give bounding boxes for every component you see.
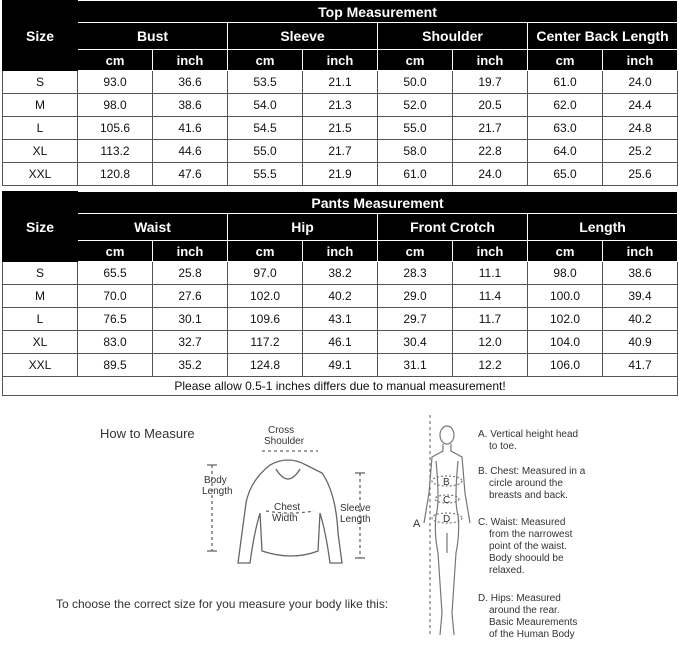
value-cell: 21.9 [303,163,378,186]
marker-a: A [413,518,421,530]
value-cell: 43.1 [303,308,378,331]
sleeve-length-label: Length [340,514,371,525]
top-table-body [3,71,678,186]
size-cell: XXL [3,163,78,186]
value-cell: 47.6 [153,163,228,186]
value-cell: 76.5 [78,308,153,331]
legend-b-line: circle around the [489,478,563,489]
value-cell: 21.3 [303,94,378,117]
legend-b-line: breasts and back. [489,490,568,501]
value-cell: 49.1 [303,354,378,377]
value-cell: 44.6 [153,140,228,163]
unit-header: inch [603,241,678,262]
body-length-label: Length [202,486,233,497]
value-cell: 24.0 [453,163,528,186]
value-cell: 29.0 [378,285,453,308]
value-cell: 117.2 [228,331,303,354]
value-cell: 124.8 [228,354,303,377]
cross-shoulder-label: Cross [268,425,295,436]
value-cell: 65.0 [528,163,603,186]
unit-header: inch [153,241,228,262]
legend-a-line: to toe. [489,441,517,452]
value-cell: 39.4 [603,285,678,308]
size-cell: XXL [3,354,78,377]
unit-header: inch [603,50,678,71]
pants-measurement-table [2,191,678,396]
value-cell: 19.7 [453,71,528,94]
value-cell: 20.5 [453,94,528,117]
size-cell: M [3,94,78,117]
value-cell: 25.6 [603,163,678,186]
value-cell: 41.7 [603,354,678,377]
measurement-note: Please allow 0.5-1 inches differs due to manual measurement! [3,377,678,396]
value-cell: 109.6 [228,308,303,331]
table-row [3,94,678,117]
legend-c-line: Body shoould be [489,553,564,564]
group-header-front-crotch: Front Crotch [378,214,528,241]
unit-header: cm [378,241,453,262]
unit-header: cm [228,241,303,262]
pants-table-title: Pants Measurement [78,192,678,214]
unit-header: cm [528,241,603,262]
value-cell: 38.2 [303,262,378,285]
value-cell: 40.2 [603,308,678,331]
group-header-bust: Bust [78,23,228,50]
value-cell: 28.3 [378,262,453,285]
value-cell: 55.5 [228,163,303,186]
value-cell: 11.4 [453,285,528,308]
size-cell: M [3,285,78,308]
value-cell: 98.0 [78,94,153,117]
group-header-center-back-length: Center Back Length [528,23,678,50]
table-row [3,331,678,354]
value-cell: 100.0 [528,285,603,308]
legend-d-line: D. Hips: Measured [478,593,561,604]
value-cell: 24.4 [603,94,678,117]
value-cell: 11.7 [453,308,528,331]
value-cell: 93.0 [78,71,153,94]
legend-a-line: A. Vertical height head [478,429,579,440]
legend-c-line: relaxed. [489,565,525,576]
value-cell: 24.8 [603,117,678,140]
value-cell: 113.2 [78,140,153,163]
value-cell: 61.0 [378,163,453,186]
top-measurement-table [2,0,678,186]
pants-table-body [3,262,678,377]
how-to-measure-heading: How to Measure [100,426,195,441]
value-cell: 46.1 [303,331,378,354]
table-row [3,117,678,140]
value-cell: 63.0 [528,117,603,140]
table-row [3,285,678,308]
instruction-text: To choose the correct size for you measure your body like this: [56,597,389,611]
value-cell: 83.0 [78,331,153,354]
chest-width-label: Chest [274,502,301,513]
marker-d: D [443,514,451,525]
group-header-waist: Waist [78,214,228,241]
value-cell: 38.6 [603,262,678,285]
marker-c: C [443,495,451,506]
value-cell: 104.0 [528,331,603,354]
value-cell: 12.0 [453,331,528,354]
value-cell: 54.0 [228,94,303,117]
value-cell: 21.1 [303,71,378,94]
value-cell: 61.0 [528,71,603,94]
value-cell: 65.5 [78,262,153,285]
value-cell: 21.5 [303,117,378,140]
legend-d-line: around the rear. [489,605,560,616]
value-cell: 64.0 [528,140,603,163]
size-cell: L [3,308,78,331]
value-cell: 30.1 [153,308,228,331]
value-cell: 22.8 [453,140,528,163]
value-cell: 105.6 [78,117,153,140]
unit-header: cm [78,241,153,262]
value-cell: 62.0 [528,94,603,117]
legend-b-line: B. Chest: Measured in a [478,466,586,477]
table-row [3,163,678,186]
value-cell: 89.5 [78,354,153,377]
table-row [3,308,678,331]
value-cell: 21.7 [303,140,378,163]
cross-shoulder-label: Shoulder [264,436,305,447]
value-cell: 21.7 [453,117,528,140]
value-cell: 27.6 [153,285,228,308]
value-cell: 38.6 [153,94,228,117]
value-cell: 36.6 [153,71,228,94]
body-figure [424,415,470,635]
value-cell: 25.2 [603,140,678,163]
top-size-header: Size [3,1,78,71]
value-cell: 25.8 [153,262,228,285]
value-cell: 55.0 [378,117,453,140]
table-row [3,140,678,163]
pants-size-header: Size [3,192,78,262]
value-cell: 11.1 [453,262,528,285]
value-cell: 120.8 [78,163,153,186]
legend-c-line: from the narrowest [489,529,573,540]
size-cell: S [3,71,78,94]
value-cell: 35.2 [153,354,228,377]
sleeve-length-label: Sleeve [340,503,371,514]
unit-header: inch [303,50,378,71]
value-cell: 40.2 [303,285,378,308]
value-cell: 70.0 [78,285,153,308]
top-table-title: Top Measurement [78,1,678,23]
size-cell: L [3,117,78,140]
value-cell: 54.5 [228,117,303,140]
unit-header: inch [303,241,378,262]
size-cell: XL [3,331,78,354]
unit-header: cm [78,50,153,71]
group-header-sleeve: Sleeve [228,23,378,50]
table-row [3,71,678,94]
unit-header: inch [153,50,228,71]
value-cell: 32.7 [153,331,228,354]
group-header-shoulder: Shoulder [378,23,528,50]
size-cell: XL [3,140,78,163]
value-cell: 12.2 [453,354,528,377]
value-cell: 29.7 [378,308,453,331]
value-cell: 53.5 [228,71,303,94]
value-cell: 50.0 [378,71,453,94]
measurement-legend [478,429,586,640]
value-cell: 97.0 [228,262,303,285]
table-row [3,262,678,285]
legend-c-line: point of the waist. [489,541,567,552]
value-cell: 31.1 [378,354,453,377]
group-header-length: Length [528,214,678,241]
unit-header: inch [453,50,528,71]
value-cell: 24.0 [603,71,678,94]
group-header-hip: Hip [228,214,378,241]
value-cell: 55.0 [228,140,303,163]
unit-header: cm [228,50,303,71]
how-to-measure-illustration [0,403,679,648]
value-cell: 106.0 [528,354,603,377]
unit-header: cm [378,50,453,71]
size-cell: S [3,262,78,285]
unit-header: inch [453,241,528,262]
table-row [3,354,678,377]
unit-header: cm [528,50,603,71]
value-cell: 30.4 [378,331,453,354]
value-cell: 40.9 [603,331,678,354]
legend-c-line: C. Waist: Measured [478,517,566,528]
chest-width-label: Width [272,513,298,524]
legend-d-line: of the Human Body [489,629,575,640]
marker-b: B [443,477,450,488]
legend-d-line: Basic Meaurements [489,617,578,628]
value-cell: 102.0 [228,285,303,308]
body-length-label: Body [204,475,227,486]
value-cell: 58.0 [378,140,453,163]
value-cell: 52.0 [378,94,453,117]
value-cell: 98.0 [528,262,603,285]
value-cell: 102.0 [528,308,603,331]
value-cell: 41.6 [153,117,228,140]
